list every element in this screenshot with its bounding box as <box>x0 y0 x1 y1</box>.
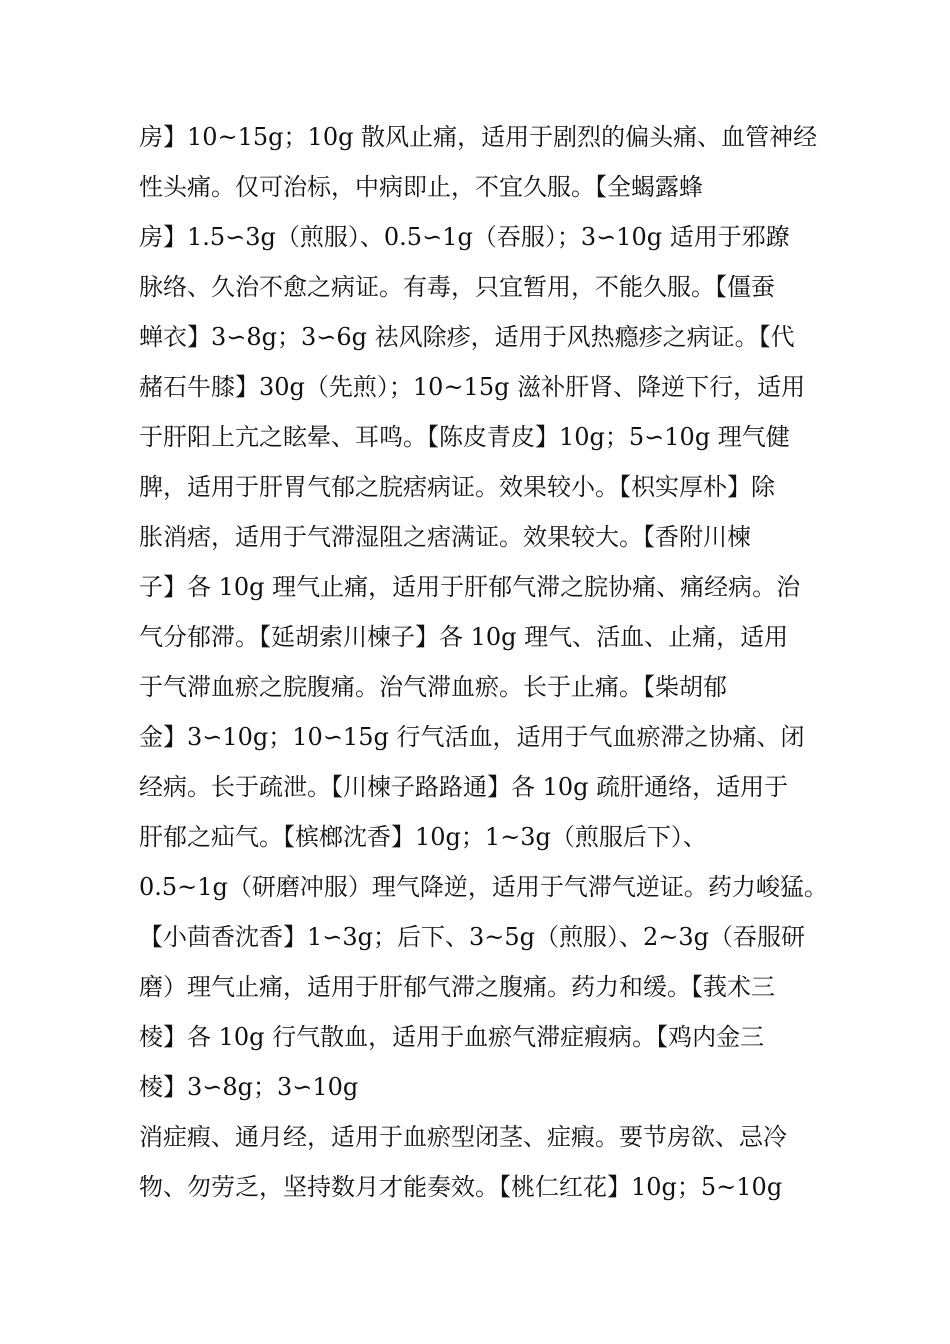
text-line: 于气滞血瘀之脘腹痛。治气滞血瘀。长于止痛。【柴胡郁 <box>139 673 727 701</box>
text-line: 房】10~15g；10g 散风止痛，适用于剧烈的偏头痛、血管神经 <box>139 123 818 151</box>
text-line: 物、勿劳乏，坚持数月才能奏效。【桃仁红花】10g；5~10g <box>139 1173 783 1201</box>
text-line: 消症瘕、通月经，适用于血瘀型闭茎、症瘕。要节房欲、忌冷 <box>139 1123 787 1151</box>
text-line: 0.5~1g（研磨冲服）理气降逆，适用于气滞气逆证。药力峻猛。 <box>139 873 828 901</box>
text-line: 性头痛。仅可治标，中病即止，不宜久服。【全蝎露蜂 <box>139 173 703 201</box>
text-line: 房】1.5∽3g（煎服）、0.5∽1g（吞服）；3∽10g 适用于邪蹽 <box>139 223 790 251</box>
text-line: 棱】各 10g 行气散血，适用于血瘀气滞症瘕病。【鸡内金三 <box>139 1023 765 1051</box>
text-line: 气分郁滞。【延胡索川楝子】各 10g 理气、活血、止痛，适用 <box>139 623 789 651</box>
text-line: 胀消痞，适用于气滞湿阻之痞满证。效果较大。【香附川楝 <box>139 523 751 551</box>
text-line: 子】各 10g 理气止痛，适用于肝郁气滞之脘协痛、痛经病。治 <box>139 573 801 601</box>
text-line: 经病。长于疏泄。【川楝子路路通】各 10g 疏肝通络，适用于 <box>139 773 789 801</box>
text-line: 金】3∽10g；10∽15g 行气活血，适用于气血瘀滞之协痛、闭 <box>139 723 805 751</box>
body-text <box>139 112 829 1212</box>
text-line: 赭石牛膝】30g（先煎）；10~15g 滋补肝肾、降逆下行，适用 <box>139 373 806 401</box>
text-line: 脾，适用于肝胃气郁之脘痞病证。效果较小。【枳实厚朴】除 <box>139 473 775 501</box>
text-line: 蝉衣】3∽8g；3∽6g 祛风除疹，适用于风热瘾疹之病证。【代 <box>139 323 795 351</box>
text-line: 肝郁之疝气。【槟榔沈香】10g；1~3g（煎服后下）、 <box>139 823 707 851</box>
text-line: 磨）理气止痛，适用于肝郁气滞之腹痛。药力和缓。【莪术三 <box>139 973 775 1001</box>
text-line: 于肝阳上亢之眩晕、耳鸣。【陈皮青皮】10g；5∽10g 理气健 <box>139 423 790 451</box>
text-line: 【小茴香沈香】1∽3g；后下、3~5g（煎服）、2~3g（吞服研 <box>139 923 806 951</box>
text-line: 脉络、久治不愈之病证。有毒，只宜暂用，不能久服。【僵蚕 <box>139 273 775 301</box>
text-line: 棱】3∽8g；3∽10g <box>139 1073 359 1101</box>
